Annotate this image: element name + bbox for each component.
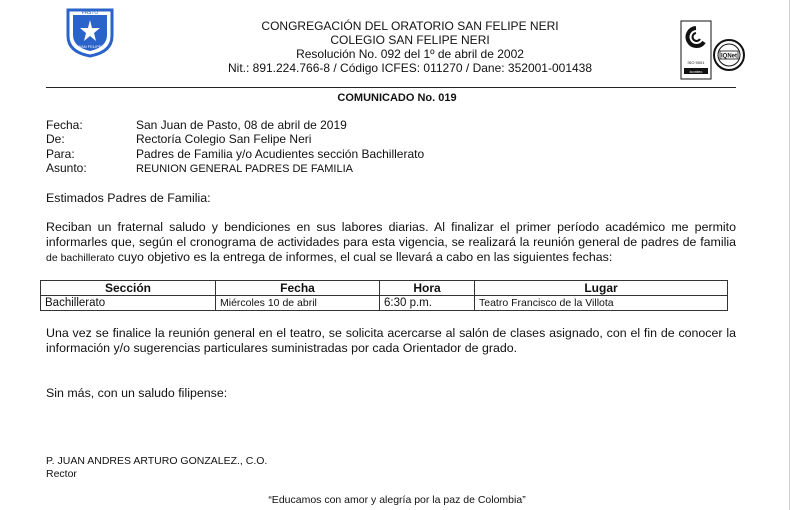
meta-label-subject: Asunto: — [46, 161, 87, 175]
icontec-brand-label: icontec — [689, 69, 703, 74]
meta-value-from: Rectoría Colegio San Felipe Neri — [136, 132, 312, 146]
schedule-cell-date: Miércoles 10 de abril — [216, 296, 380, 311]
schedule-table — [40, 280, 728, 311]
iqnet-certification-logo — [712, 32, 746, 78]
header-divider — [46, 87, 736, 88]
body-paragraph-followup: Una vez se finalice la reunión general en el teatro, se solicita acercarse al salón de clases asignado, con el fin de conocer la información y/o sugerencias particulares suministradas por cada Orientador de grado. — [46, 326, 736, 355]
header-institution: CONGREGACIÓN DEL ORATORIO SAN FELIPE NERI — [261, 19, 559, 33]
header-school: COLEGIO SAN FELIPE NERI — [330, 33, 490, 47]
meta-value-to: Padres de Familia y/o Acudientes sección Bachillerato — [136, 147, 425, 161]
school-crest-logo — [64, 6, 116, 58]
table-row — [41, 296, 728, 311]
schedule-header-place: Lugar — [475, 281, 728, 296]
meta-value-date: San Juan de Pasto, 08 de abril de 2019 — [136, 118, 347, 132]
greeting: Estimados Padres de Familia: — [46, 191, 211, 205]
signatory-name: P. JUAN ANDRES ARTURO GONZALEZ., C.O. — [46, 455, 268, 467]
schedule-header-row — [41, 281, 728, 296]
footer-motto: “Educamos con amor y alegría por la paz de Colombia” — [268, 494, 526, 506]
iqnet-label: IQNet — [720, 53, 738, 60]
body-intro-text-end: cuyo objetivo es la entrega de informes, el cual se llevará a cabo en las siguientes fechas: — [114, 250, 613, 264]
schedule-header-time: Hora — [380, 281, 475, 296]
body-intro-text: Reciban un fraternal saludo y bendiciones en sus labores diarias. Al finalizar el primer período académico me permito informarles que, según el cronograma de actividades para esta vigencia, se realizará la reunión general de padres de familia — [46, 220, 736, 249]
meta-label-to: Para: — [46, 147, 75, 161]
page-edge-divider — [789, 0, 790, 510]
schedule-header-section: Sección — [41, 281, 216, 296]
header-resolution: Resolución No. 092 del 1º de abril de 2002 — [296, 47, 524, 61]
body-paragraph-intro — [46, 220, 736, 266]
schedule-cell-section: Bachillerato — [41, 296, 216, 311]
signatory-role: Rector — [46, 468, 77, 480]
icontec-iso-label: ISO 9001 — [687, 60, 705, 65]
schedule-cell-time: 6:30 p.m. — [380, 296, 475, 311]
crest-top-text: PASTO — [81, 10, 99, 16]
icontec-certification-logo — [680, 20, 712, 80]
meta-label-from: De: — [46, 132, 65, 146]
document-title: COMUNICADO No. 019 — [337, 92, 457, 104]
meta-value-subject: REUNION GENERAL PADRES DE FAMILIA — [136, 163, 353, 175]
closing-line: Sin más, con un saludo filipense: — [46, 386, 228, 400]
body-intro-small-text: de bachillerato — [46, 252, 115, 264]
schedule-cell-place: Teatro Francisco de la Villota — [475, 296, 728, 311]
crest-bottom-text: SAN FELIPE — [78, 44, 102, 49]
meta-label-date: Fecha: — [46, 118, 83, 132]
schedule-header-date: Fecha — [216, 281, 380, 296]
header-identifiers: Nit.: 891.224.766-8 / Código ICFES: 011270 / Dane: 352001-001438 — [227, 61, 593, 75]
